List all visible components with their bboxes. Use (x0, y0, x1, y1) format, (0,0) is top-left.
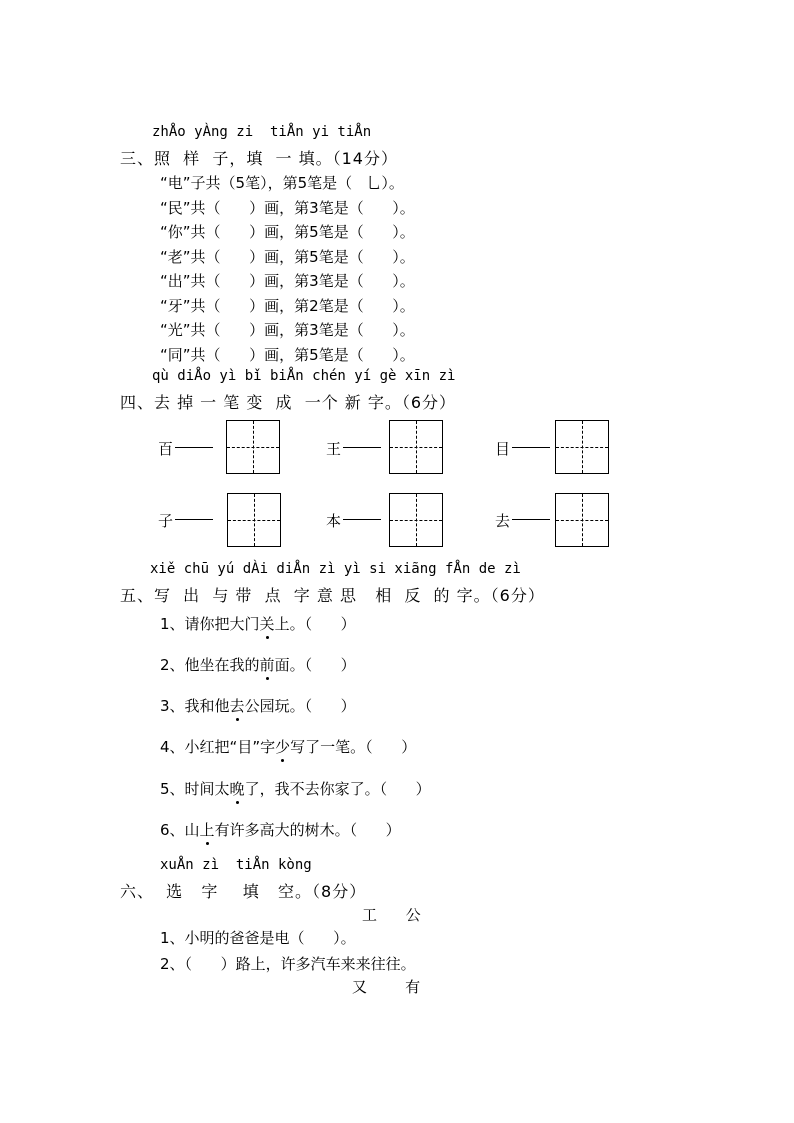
dash-2 (512, 447, 550, 448)
s5-item-4: 5、时间太晚了，我不去你家了。（ ） (160, 780, 431, 798)
tianzige-box-5[interactable] (555, 493, 609, 547)
s5-item-1: 2、他坐在我的前面。（ ） (160, 656, 356, 674)
s4-pinyin: qù diÅo yì bǐ biÅn chén yí gè xīn zì (152, 368, 456, 384)
s3-heading: 三、照 样 子，填 一 填。（14分） (120, 149, 398, 168)
tianzige-box-1[interactable] (389, 420, 443, 474)
char-5: 去 (495, 512, 511, 530)
s5-item-0: 1、请你把大门关上。（ ） (160, 615, 356, 633)
s6-question-1: 1、小明的爸爸是电（ ）。 (160, 929, 356, 947)
s3-line-3: “老”共（ ）画，第5笔是（ ）。 (160, 248, 415, 266)
char-0: 百 (158, 440, 174, 458)
dotted-char: 前 (259, 656, 275, 674)
s6-pinyin: xuÅn zì tiÅn kòng (160, 857, 312, 873)
s5-item-3: 4、小红把“目”字少写了一笔。（ ） (160, 738, 417, 756)
dash-3 (175, 519, 213, 520)
s5-item-5: 6、山上有许多高大的树木。（ ） (160, 821, 401, 839)
tianzige-box-4[interactable] (389, 493, 443, 547)
char-1: 王 (326, 440, 342, 458)
s5-pinyin: xiě chū yú dÀi diÅn zì yì si xiãng fÅn de zì (150, 561, 521, 577)
s6-question-2: 2、（ ）路上，许多汽车来来往往。 (160, 955, 416, 973)
s3-line-0: “电”子共（5笔），第5笔是（ 乚）。 (160, 174, 404, 192)
tianzige-box-3[interactable] (227, 493, 281, 547)
s3-line-2: “你”共（ ）画，第5笔是（ ）。 (160, 223, 415, 241)
dotted-char: 少 (275, 738, 291, 756)
s3-line-5: “牙”共（ ）画，第2笔是（ ）。 (160, 297, 415, 315)
dash-0 (175, 447, 213, 448)
dash-5 (512, 519, 550, 520)
dotted-char: 关 (259, 615, 275, 633)
s5-heading: 五、写 出 与 带 点 字 意 思 相 反 的 字。（6分） (120, 586, 545, 605)
dotted-char: 晚 (229, 780, 245, 798)
s3-line-7: “同”共（ ）画，第5笔是（ ）。 (160, 346, 415, 364)
char-4: 本 (326, 512, 342, 530)
s3-line-1: “民”共（ ）画，第3笔是（ ）。 (160, 199, 415, 217)
s3-line-4: “出”共（ ）画，第3笔是（ ）。 (160, 272, 415, 290)
s6-options-1: 工 公 (362, 906, 421, 924)
s6-heading: 六、 选 字 填 空。（8分） (120, 882, 367, 901)
dash-4 (343, 519, 381, 520)
s6-options-2: 又 有 (352, 978, 421, 996)
char-2: 目 (495, 440, 511, 458)
s3-pinyin: zhÅo yÀng zi tiÅn yi tiÅn (152, 124, 372, 140)
s4-heading: 四、去 掉 一 笔 变 成 一个 新 字。（6分） (120, 393, 457, 412)
tianzige-box-0[interactable] (226, 420, 280, 474)
char-3: 子 (158, 512, 174, 530)
dotted-char: 上 (199, 821, 215, 839)
s5-item-2: 3、我和他去公园玩。（ ） (160, 697, 356, 715)
dash-1 (343, 447, 381, 448)
s3-line-6: “光”共（ ）画，第3笔是（ ）。 (160, 321, 415, 339)
dotted-char: 去 (229, 697, 245, 715)
tianzige-box-2[interactable] (555, 420, 609, 474)
